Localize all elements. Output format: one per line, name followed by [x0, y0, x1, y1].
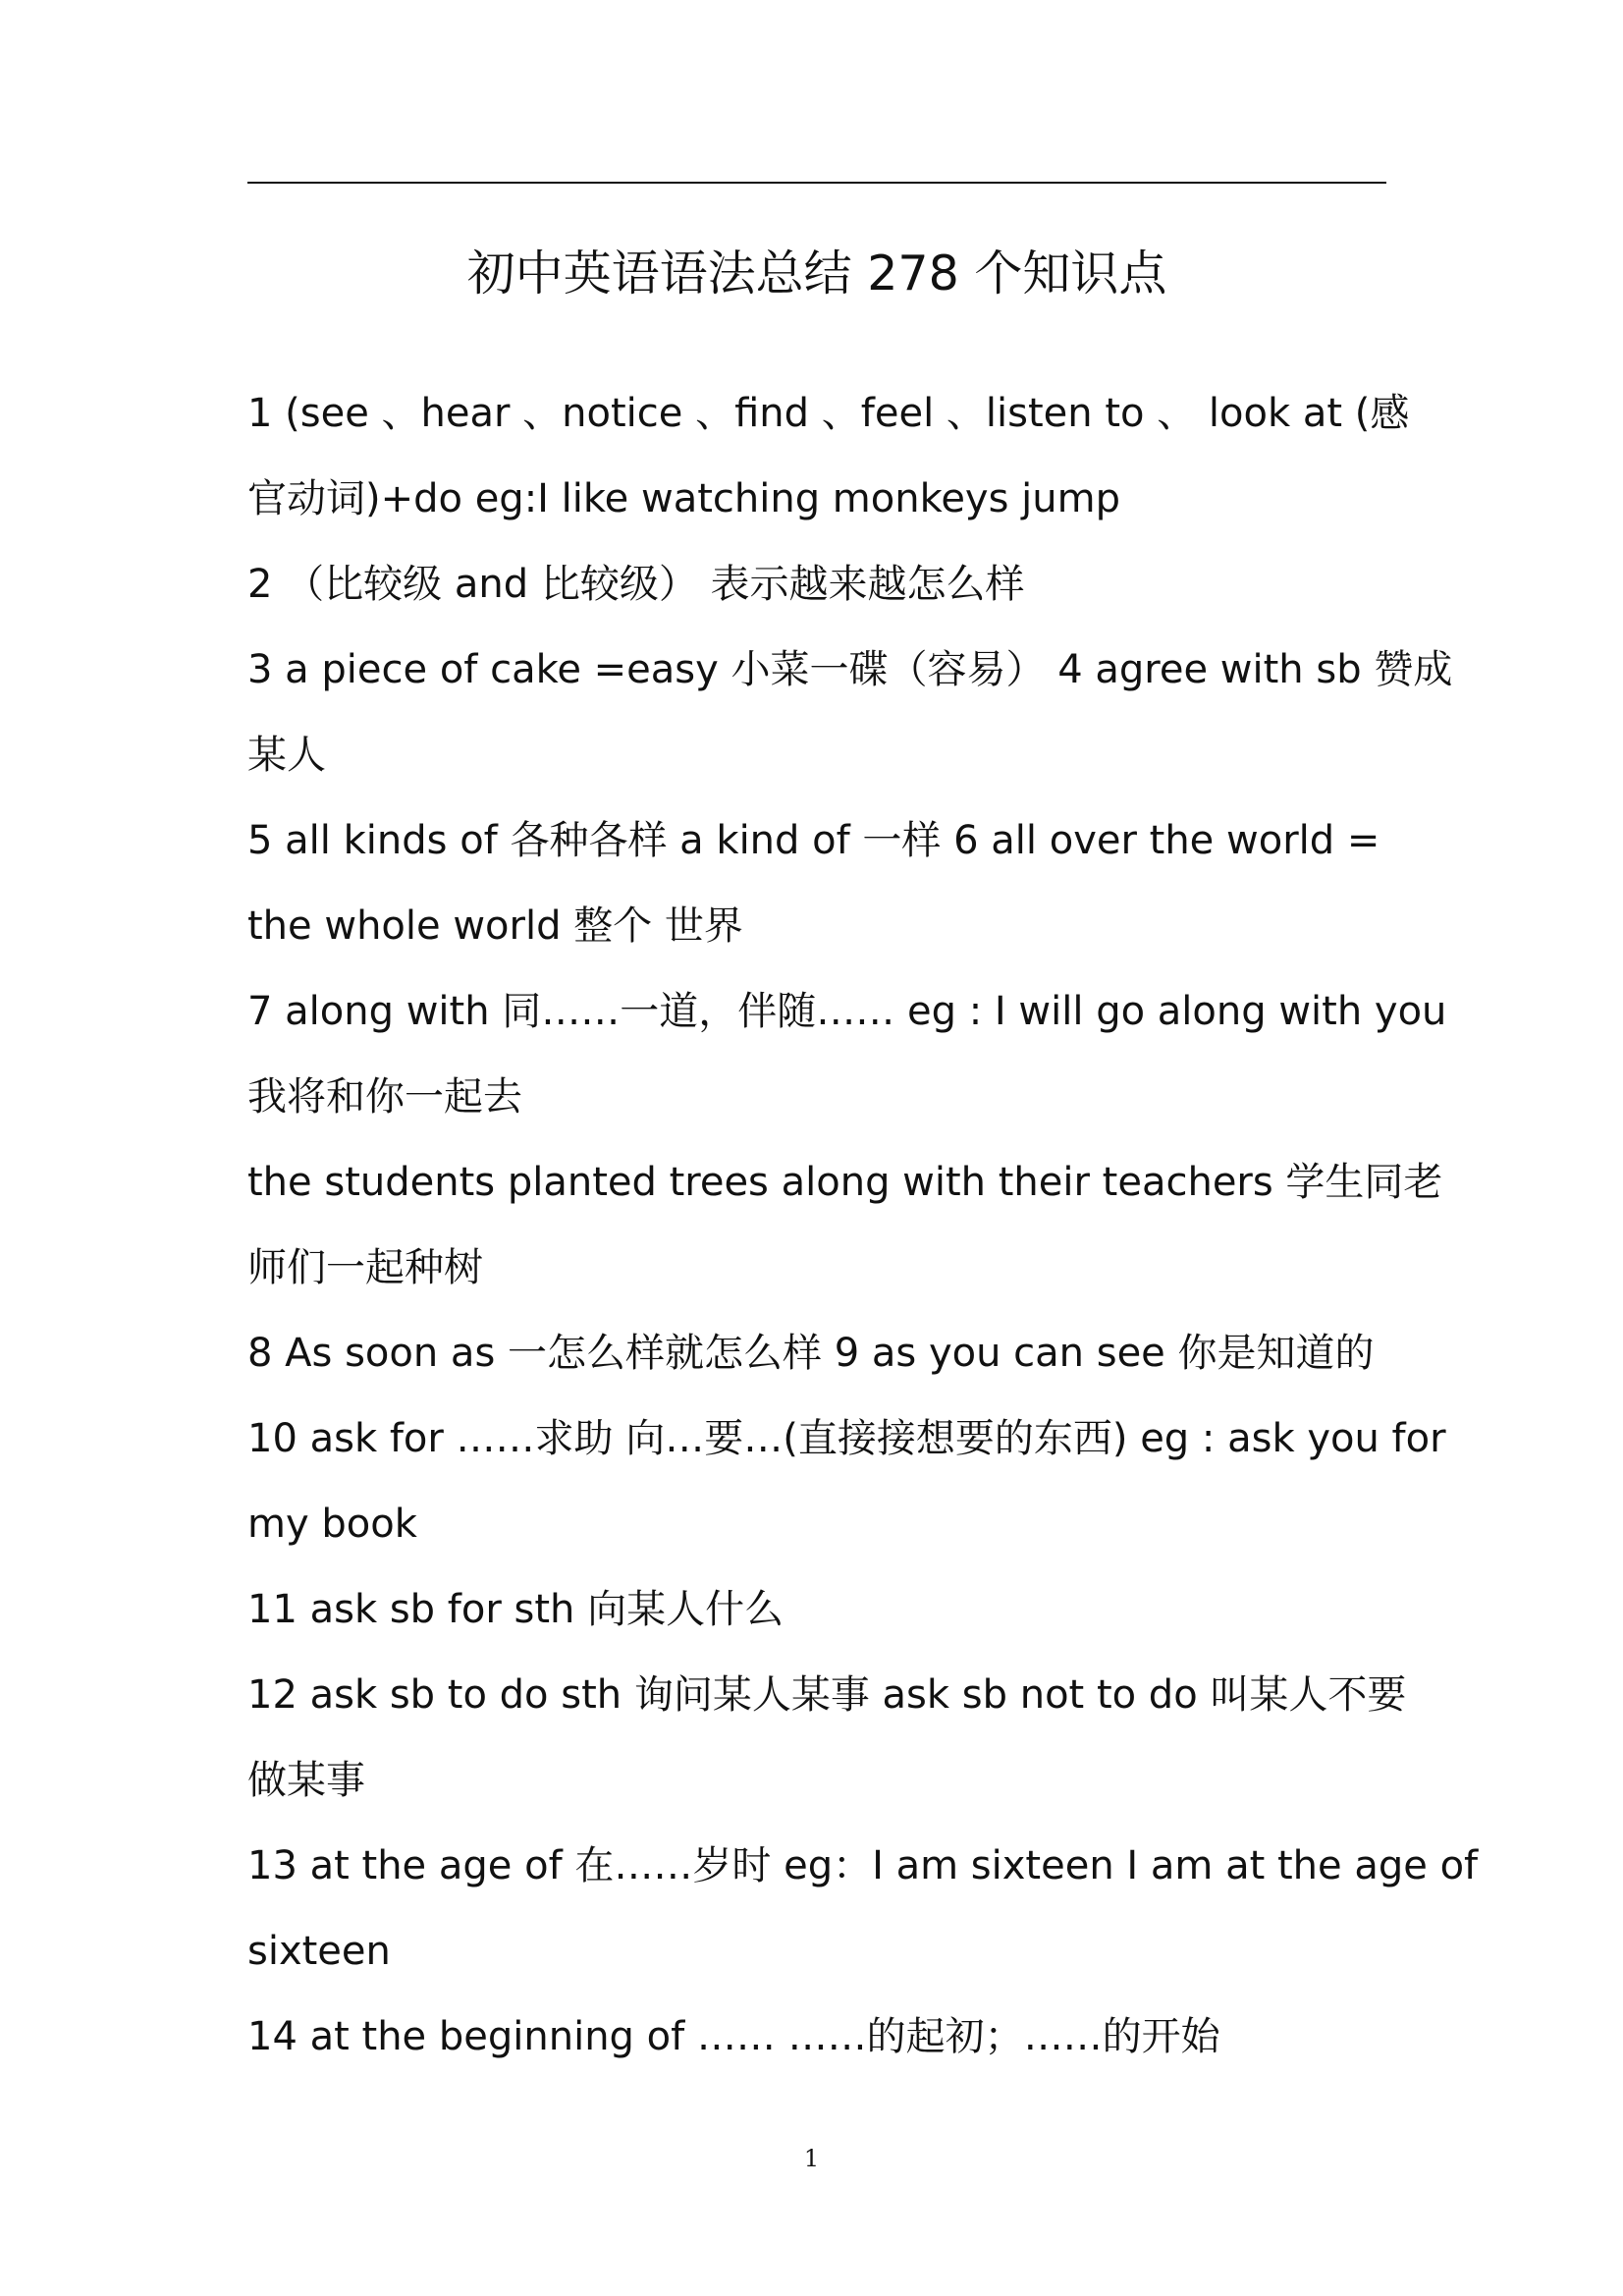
text-line: 13 at the age of 在……岁时 eg：I am sixteen I am at the age of: [247, 1843, 1479, 1888]
text-line: 10 ask for ……求助 向…要…(直接接想要的东西) eg : ask you for: [247, 1416, 1446, 1461]
text-line: 师们一起种树: [247, 1245, 483, 1290]
document-body: [247, 371, 1479, 2080]
text-line: the students planted trees along with their teachers 学生同老: [247, 1160, 1443, 1205]
text-line: 做某事: [247, 1758, 365, 1803]
text-line: 8 As soon as 一怎么样就怎么样 9 as you can see 你是知道的: [247, 1331, 1375, 1376]
header-rule: [247, 182, 1386, 184]
text-line: the whole world 整个 世界: [247, 903, 743, 949]
text-line: 官动词)+do eg:I like watching monkeys jump: [247, 476, 1120, 521]
text-line: 2 （比较级 and 比较级） 表示越来越怎么样: [247, 562, 1025, 607]
text-line: 12 ask sb to do sth 询问某人某事 ask sb not to do 叫某人不要: [247, 1672, 1407, 1718]
text-line: my book: [247, 1502, 417, 1547]
text-line: 我将和你一起去: [247, 1074, 522, 1120]
text-line: 5 all kinds of 各种各样 a kind of 一样 6 all over the world =: [247, 818, 1380, 863]
text-line: 1 (see 、hear 、notice 、find 、feel 、listen to 、 look at (感: [247, 391, 1410, 436]
document-title: 初中英语语法总结 278 个知识点: [466, 245, 1167, 301]
page-number: 1: [803, 2145, 820, 2172]
text-line: 11 ask sb for sth 向某人什么: [247, 1587, 784, 1632]
text-line: 14 at the beginning of …… ……的起初；……的开始: [247, 2014, 1220, 2059]
text-line: 7 along with 同……一道，伴随…… eg : I will go along with you: [247, 989, 1447, 1034]
text-line: 某人: [247, 733, 326, 778]
text-line: 3 a piece of cake =easy 小菜一碟（容易） 4 agree with sb 赞成: [247, 647, 1453, 692]
text-line: sixteen: [247, 1929, 391, 1974]
